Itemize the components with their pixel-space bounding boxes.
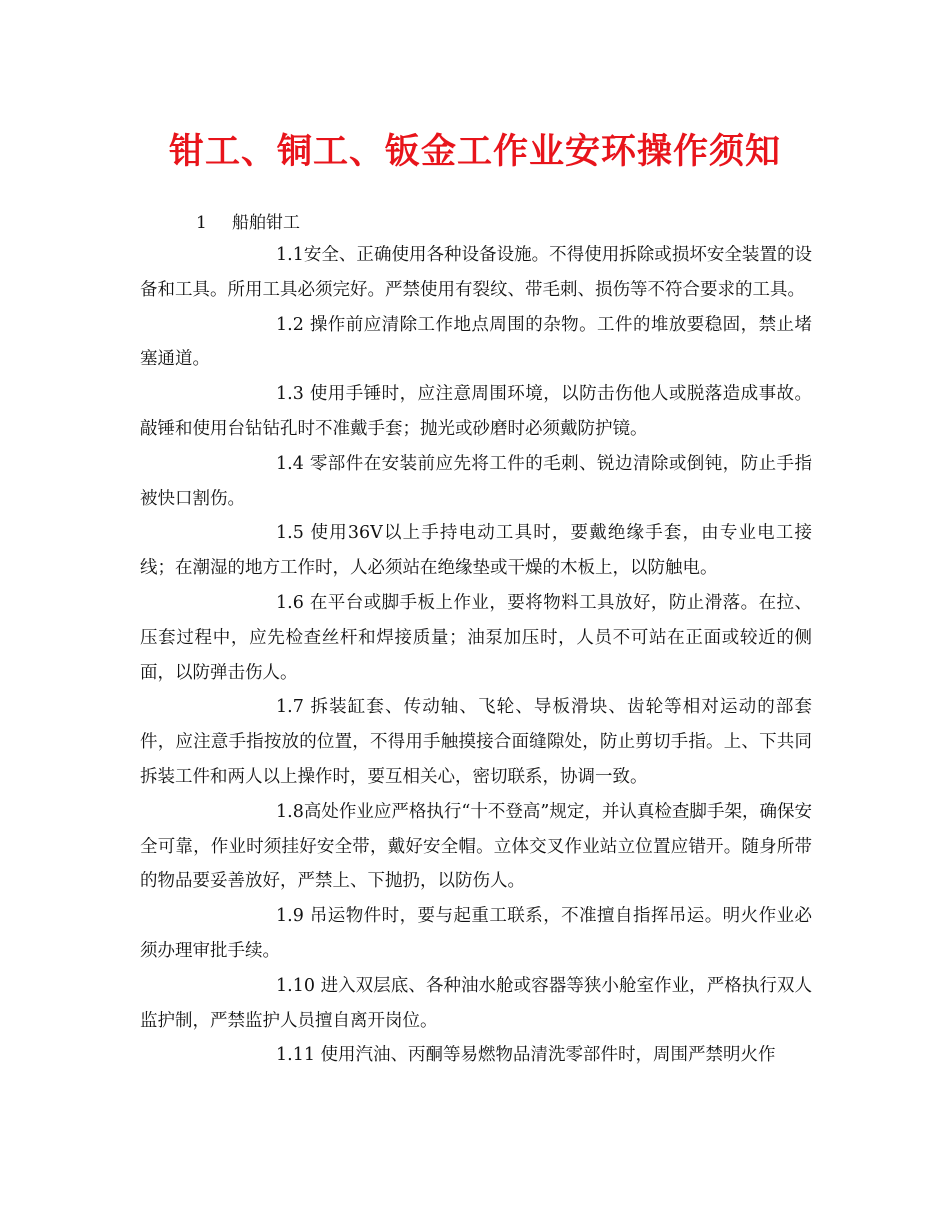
paragraph-1-2: 1.2 操作前应清除工作地点周围的杂物。工件的堆放要稳固，禁止堵塞通道。	[140, 314, 812, 370]
paragraph-1-5: 1.5 使用36V以上手持电动工具时，要戴绝缘手套，由专业电工接线；在潮湿的地方工作时，人必须站在绝缘垫或干燥的木板上，以防触电。	[140, 523, 812, 579]
paragraph-1-4: 1.4 零部件在安装前应先将工件的毛刺、锐边清除或倒钝，防止手指被快口割伤。	[140, 453, 812, 509]
paragraph-1-7: 1.7 拆装缸套、传动轴、飞轮、导板滑块、齿轮等相对运动的部套件，应注意手指按放的位置，不得用手触摸接合面缝隙处，防止剪切手指。上、下共同拆装工件和两人以上操作时，要互相关心，密切联系，协调一致。	[140, 697, 812, 787]
document-body	[140, 238, 812, 1073]
paragraph-1-6: 1.6 在平台或脚手板上作业，要将物料工具放好，防止滑落。在拉、压套过程中，应先检查丝杆和焊接质量；油泵加压时，人员不可站在正面或较近的侧面，以防弹击伤人。	[140, 592, 812, 683]
paragraph-1-3: 1.3 使用手锤时，应注意周围环境，以防击伤他人或脱落造成事故。敲锤和使用台钻钻孔时不准戴手套；抛光或砂磨时必须戴防护镜。	[140, 384, 812, 439]
section-heading	[196, 208, 300, 233]
document-title: 钳工、铜工、钣金工作业安环操作须知	[168, 131, 781, 172]
paragraph-1-10: 1.10 进入双层底、各种油水舱或容器等狭小舱室作业，严格执行双人监护制，严禁监护人员擅自离开岗位。	[140, 975, 812, 1031]
section-number: 1	[196, 213, 207, 233]
section-label: 船舶钳工	[232, 213, 300, 233]
paragraph-1-9: 1.9 吊运物件时，要与起重工联系，不准擅自指挥吊运。明火作业必须办理审批手续。	[140, 906, 812, 961]
paragraph-1-11: 1.11 使用汽油、丙酮等易燃物品清洗零部件时，周围严禁明火作	[276, 1045, 776, 1066]
paragraph-1-8: 1.8高处作业应严格执行“十不登高”规定，并认真检查脚手架，确保安全可靠，作业时须挂好安全带，戴好安全帽。立体交叉作业站立位置应错开。随身所带的物品要妥善放好，严禁上、下抛扔，以防伤人。	[140, 801, 812, 892]
paragraph-1-1: 1.1安全、正确使用各种设备设施。不得使用拆除或损坏安全装置的设备和工具。所用工具必须完好。严禁使用有裂纹、带毛刺、损伤等不符合要求的工具。	[140, 245, 812, 300]
